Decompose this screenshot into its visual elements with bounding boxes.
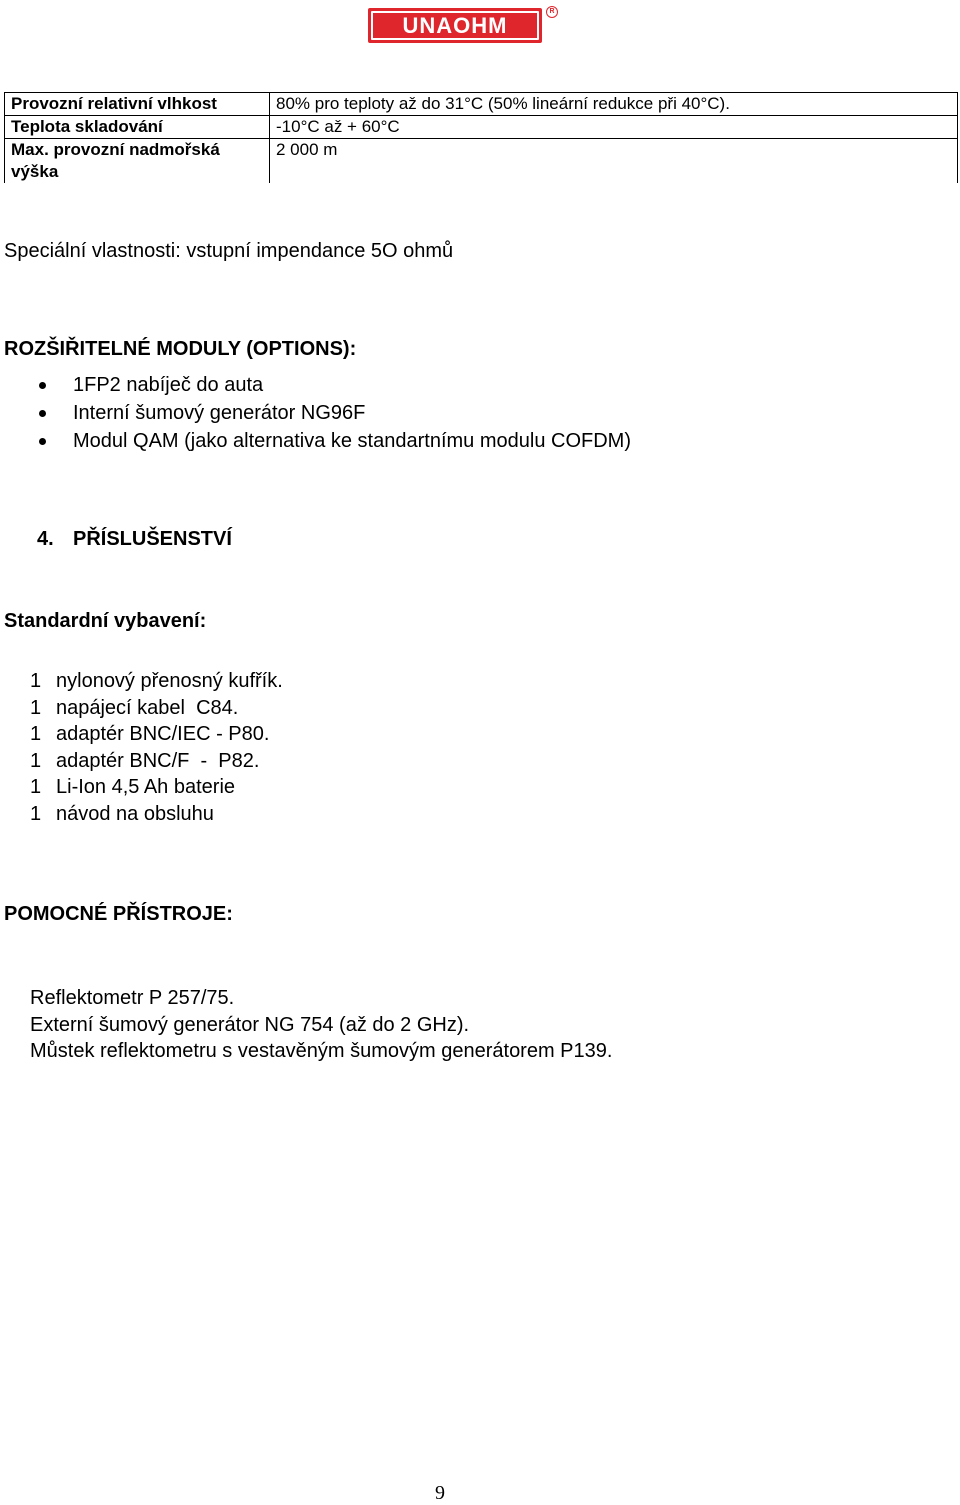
- item-text: nylonový přenosný kufřík.: [56, 670, 283, 692]
- list-item: Můstek reflektometru s vestavěným šumovým generátorem P139.: [30, 1040, 613, 1062]
- item-qty: 1: [30, 802, 42, 825]
- logo-frame: [371, 11, 539, 40]
- spec-value: 2 000 m: [270, 139, 958, 184]
- list-item: [30, 695, 283, 722]
- spec-label: Max. provozní nadmořská výška: [5, 139, 270, 184]
- option-text: Modul QAM (jako alternativa ke standartnímu modulu COFDM): [73, 430, 631, 452]
- item-text: adaptér BNC/F - P82.: [56, 749, 260, 772]
- list-item: [30, 801, 283, 828]
- standard-list: [30, 668, 283, 827]
- options-heading: ROZŠIŘITELNÉ MODULY (OPTIONS):: [4, 338, 357, 360]
- unaohm-logo: [368, 8, 542, 43]
- spec-table: [4, 92, 958, 183]
- table-row: [5, 139, 958, 184]
- item-qty: 1: [30, 723, 42, 745]
- list-item: [36, 371, 631, 399]
- item-qty: 1: [30, 749, 42, 772]
- item-qty: 1: [30, 776, 42, 798]
- item-text: Li-Ion 4,5 Ah baterie: [56, 776, 236, 798]
- list-item: [30, 721, 283, 748]
- spec-value: 80% pro teploty až do 31°C (50% lineární redukce při 40°C).: [270, 93, 958, 116]
- logo-text: UNAOHM: [402, 12, 508, 38]
- spec-label: Provozní relativní vlhkost: [5, 93, 270, 116]
- option-text: 1FP2 nabíječ do auta: [73, 374, 264, 396]
- list-item: Reflektometr P 257/75.: [30, 987, 235, 1009]
- item-qty: 1: [30, 670, 42, 692]
- options-list: [36, 371, 631, 455]
- page-number: 9: [435, 1482, 445, 1504]
- list-item: [36, 399, 631, 427]
- table-row: [5, 116, 958, 139]
- list-item: Externí šumový generátor NG 754 (až do 2 GHz).: [30, 1013, 470, 1036]
- item-qty: 1: [30, 696, 42, 719]
- list-item: [36, 427, 631, 455]
- item-text: napájecí kabel C84.: [56, 696, 239, 719]
- spec-label: Teplota skladování: [5, 116, 270, 139]
- section-number: 4.: [37, 528, 54, 550]
- list-item: [30, 774, 283, 801]
- item-text: adaptér BNC/IEC - P80.: [56, 723, 270, 745]
- bullet-icon: [39, 410, 46, 417]
- list-item: [30, 748, 283, 775]
- registered-mark: R: [546, 6, 558, 18]
- special-properties: Speciální vlastnosti: vstupní impendance 5O ohmů: [4, 240, 454, 262]
- spec-value: -10°C až + 60°C: [270, 116, 958, 139]
- table-row: [5, 93, 958, 116]
- item-text: návod na obsluhu: [56, 802, 214, 825]
- aux-heading: POMOCNÉ PŘÍSTROJE:: [4, 903, 233, 925]
- list-item: [30, 668, 283, 695]
- standard-heading: Standardní vybavení:: [4, 610, 207, 632]
- bullet-icon: [39, 438, 46, 445]
- bullet-icon: [39, 382, 46, 389]
- aux-list: [30, 985, 612, 1065]
- section-title: PŘÍSLUŠENSTVÍ: [73, 528, 232, 550]
- option-text: Interní šumový generátor NG96F: [73, 402, 366, 424]
